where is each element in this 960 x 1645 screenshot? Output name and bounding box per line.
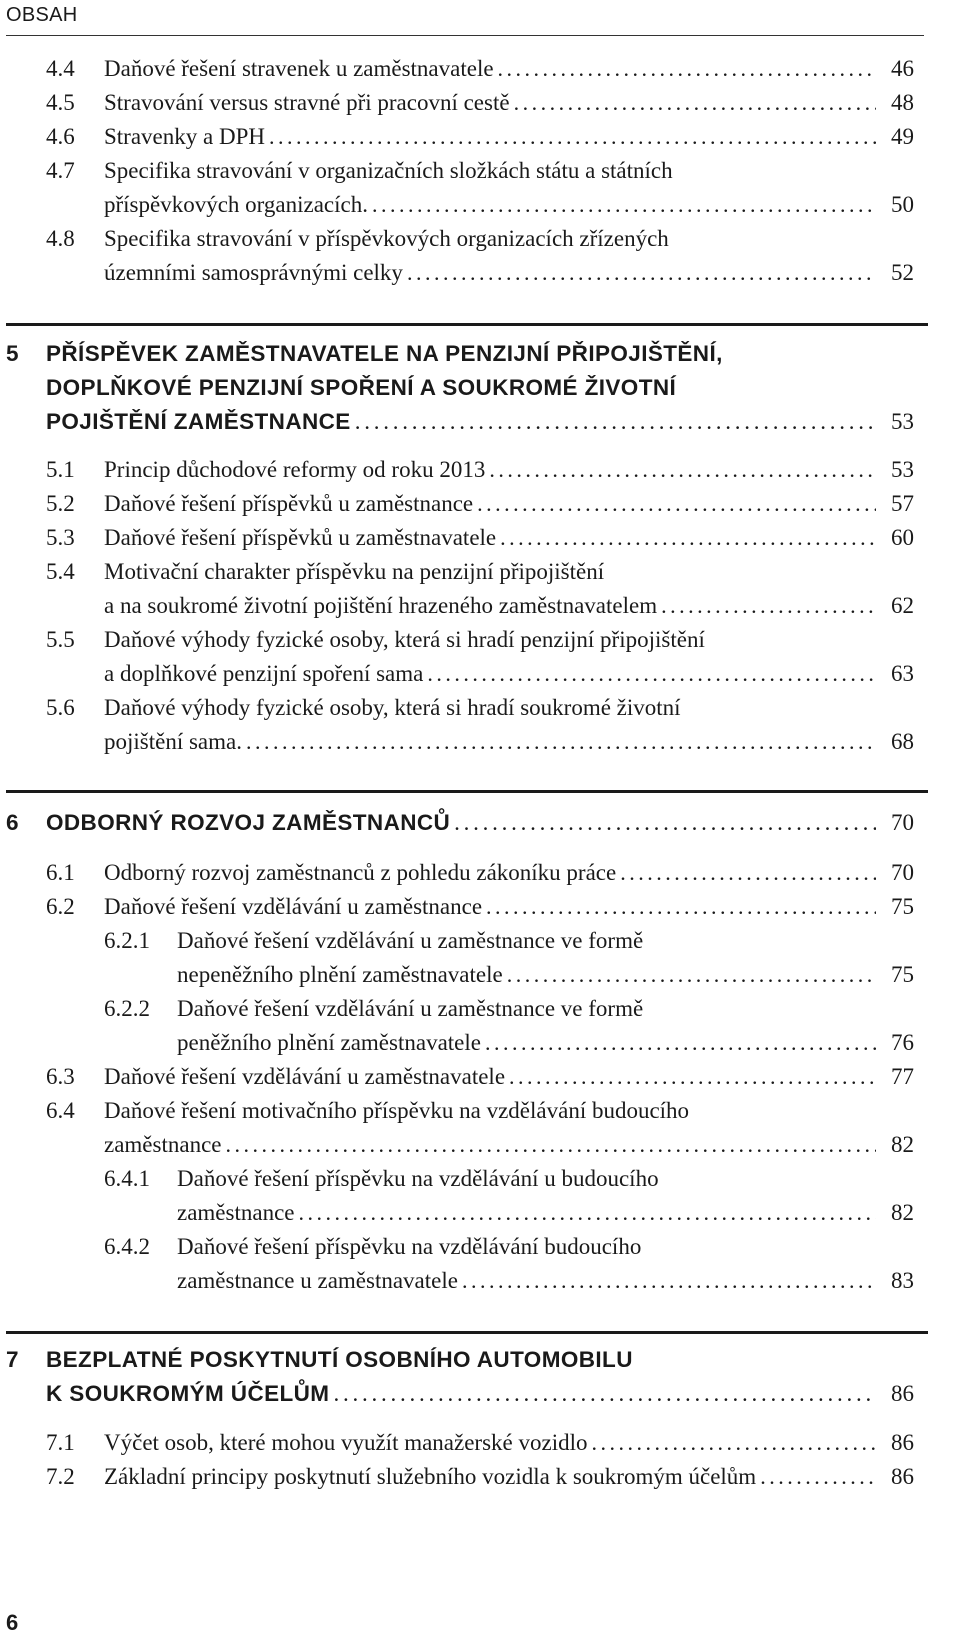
entry-page: 49: [891, 124, 914, 149]
entry-page: 60: [891, 525, 914, 550]
dot-leader: [246, 729, 876, 755]
toc-entry-6-4[interactable]: [46, 1098, 914, 1124]
chapter-page: 70: [891, 810, 914, 835]
dot-leader: [592, 1430, 877, 1456]
entry-title-line2: nepeněžního plnění zaměstnavatele: [177, 962, 503, 987]
entry-title-line2: zaměstnance: [104, 1132, 222, 1157]
dot-leader: [620, 860, 876, 886]
entry-title-line2: územními samosprávnými celky: [104, 260, 403, 285]
entry-number: 6.4: [46, 1098, 75, 1123]
chapter-page: 86: [891, 1381, 914, 1406]
chapter-number: 7: [6, 1347, 19, 1372]
chapter-7-line1[interactable]: [6, 1347, 633, 1373]
entry-page: 48: [891, 90, 914, 115]
entry-page: 75: [891, 894, 914, 919]
dot-leader: [514, 90, 876, 116]
entry-number: 5.4: [46, 559, 75, 584]
dot-leader: [500, 525, 876, 551]
entry-title-line1: Daňové řešení příspěvku na vzdělávání budoucího: [177, 1234, 642, 1259]
dot-leader: [661, 593, 876, 619]
entry-page: 75: [891, 962, 914, 987]
entry-title: Výčet osob, které mohou využít manažerské vozidlo: [104, 1430, 588, 1455]
dot-leader: [498, 56, 876, 82]
chapter-7-line2[interactable]: [46, 1381, 914, 1407]
chapter-title-line2: DOPLŇKOVÉ PENZIJNÍ SPOŘENÍ A SOUKROMÉ ŽIVOTNÍ: [46, 375, 677, 400]
entry-number: 6.4.2: [104, 1234, 150, 1259]
entry-number: 4.5: [46, 90, 75, 115]
toc-entry-4-8-cont[interactable]: [104, 260, 914, 286]
entry-title: Stravenky a DPH: [104, 124, 265, 149]
entry-number: 6.2: [46, 894, 75, 919]
toc-entry-5-4[interactable]: [46, 559, 914, 585]
toc-entry-5-4-cont[interactable]: [104, 593, 914, 619]
entry-page: 57: [891, 491, 914, 516]
toc-entry-4-4[interactable]: [46, 56, 914, 82]
entry-page: 82: [891, 1200, 914, 1225]
dot-leader: [485, 1030, 876, 1056]
entry-number: 5.2: [46, 491, 75, 516]
toc-entry-6-2[interactable]: [46, 894, 914, 920]
entry-page: 83: [891, 1268, 914, 1293]
dot-leader: [269, 124, 876, 150]
toc-entry-6-2-2-cont[interactable]: [177, 1030, 914, 1056]
chapter-5-line1[interactable]: [6, 341, 723, 367]
entry-title-line2: a na soukromé životní pojištění hrazeného zaměstnavatelem: [104, 593, 658, 618]
chapter-5-line3[interactable]: [46, 409, 914, 435]
entry-number: 4.8: [46, 226, 75, 251]
toc-entry-6-4-1-cont[interactable]: [177, 1200, 914, 1226]
header-rule: [6, 35, 924, 36]
toc-entry-4-8[interactable]: [46, 226, 914, 252]
entry-title-line2: zaměstnance: [177, 1200, 295, 1225]
entry-page: 52: [891, 260, 914, 285]
running-header: OBSAH: [6, 4, 78, 26]
entry-title-line1: Daňové výhody fyzické osoby, která si hradí soukromé životní: [104, 695, 681, 720]
toc-entry-5-5[interactable]: [46, 627, 914, 653]
entry-title: Stravování versus stravné při pracovní cestě: [104, 90, 510, 115]
dot-leader: [298, 1200, 876, 1226]
chapter-5-line2: [46, 375, 676, 401]
toc-entry-6-4-1[interactable]: [104, 1166, 914, 1192]
page-number: 6: [6, 1610, 19, 1635]
entry-number: 6.1: [46, 860, 75, 885]
toc-entry-6-4-cont[interactable]: [104, 1132, 914, 1158]
entry-number: 5.6: [46, 695, 75, 720]
entry-title: Daňové řešení příspěvků u zaměstnance: [104, 491, 474, 516]
toc-entry-6-2-1-cont[interactable]: [177, 962, 914, 988]
chapter-number: 5: [6, 341, 19, 366]
toc-entry-4-6[interactable]: [46, 124, 914, 150]
entry-title-line1: Motivační charakter příspěvku na penzijní připojištění: [104, 559, 605, 584]
entry-page: 50: [891, 192, 914, 217]
entry-title-line2: a doplňkové penzijní spoření sama: [104, 661, 424, 686]
dot-leader: [760, 1464, 876, 1490]
entry-title-line1: Daňové řešení vzdělávání u zaměstnance ve formě: [177, 996, 644, 1021]
entry-title-line1: Specifika stravování v příspěvkových organizacích zřízených: [104, 226, 669, 251]
toc-entry-5-2[interactable]: [46, 491, 914, 517]
entry-title-line2: peněžního plnění zaměstnavatele: [177, 1030, 481, 1055]
toc-entry-4-5[interactable]: [46, 90, 914, 116]
entry-title-line2: zaměstnance u zaměstnavatele: [177, 1268, 458, 1293]
chapter-page: 53: [891, 409, 914, 434]
entry-page: 86: [891, 1430, 914, 1455]
toc-entry-4-7[interactable]: [46, 158, 914, 184]
toc-entry-5-1[interactable]: [46, 457, 914, 483]
toc-entry-6-3[interactable]: [46, 1064, 914, 1090]
entry-page: 77: [891, 1064, 914, 1089]
entry-number: 7.2: [46, 1464, 75, 1489]
toc-entry-6-1[interactable]: [46, 860, 914, 886]
dot-leader: [486, 894, 876, 920]
entry-page: 82: [891, 1132, 914, 1157]
entry-title: Odborný rozvoj zaměstnanců z pohledu zákoníku práce: [104, 860, 617, 885]
chapter-rule: [6, 1331, 928, 1334]
dot-leader: [454, 810, 876, 836]
chapter-6[interactable]: [6, 810, 914, 836]
chapter-title-line1: BEZPLATNÉ POSKYTNUTÍ OSOBNÍHO AUTOMOBILU: [46, 1347, 633, 1372]
entry-title-line1: Daňové výhody fyzické osoby, která si hradí penzijní připojištění: [104, 627, 705, 652]
dot-leader: [509, 1064, 876, 1090]
entry-page: 46: [891, 56, 914, 81]
chapter-rule: [6, 790, 928, 793]
dot-leader: [462, 1268, 876, 1294]
entry-number: 6.2.2: [104, 996, 150, 1021]
entry-title-line1: Specifika stravování v organizačních složkách státu a státních: [104, 158, 673, 183]
entry-page: 63: [891, 661, 914, 686]
entry-title-line1: Daňové řešení motivačního příspěvku na vzdělávání budoucího: [104, 1098, 690, 1123]
entry-page: 76: [891, 1030, 914, 1055]
entry-title-line1: Daňové řešení vzdělávání u zaměstnance ve formě: [177, 928, 644, 953]
entry-title: Základní principy poskytnutí služebního vozidla k soukromým účelům: [104, 1464, 757, 1489]
entry-title: Daňové řešení stravenek u zaměstnavatele: [104, 56, 494, 81]
entry-number: 6.4.1: [104, 1166, 150, 1191]
toc-entry-5-3[interactable]: [46, 525, 914, 551]
entry-number: 4.7: [46, 158, 75, 183]
chapter-title: ODBORNÝ ROZVOJ ZAMĚSTNANCŮ: [46, 810, 451, 835]
entry-page: 70: [891, 860, 914, 885]
entry-number: 6.2.1: [104, 928, 150, 953]
toc-entry-5-6-cont[interactable]: [104, 729, 914, 755]
entry-number: 5.5: [46, 627, 75, 652]
entry-title-line2: příspěvkových organizacích.: [104, 192, 368, 217]
dot-leader: [372, 192, 876, 218]
dot-leader: [407, 260, 876, 286]
chapter-title-line2: K SOUKROMÝM ÚČELŮM: [46, 1381, 330, 1406]
toc-entry-5-5-cont[interactable]: [104, 661, 914, 687]
dot-leader: [507, 962, 876, 988]
entry-page: 62: [891, 593, 914, 618]
entry-title-line1: Daňové řešení příspěvku na vzdělávání u budoucího: [177, 1166, 659, 1191]
entry-title-line2: pojištění sama.: [104, 729, 242, 754]
entry-number: 4.6: [46, 124, 75, 149]
dot-leader: [427, 661, 876, 687]
dot-leader: [477, 491, 876, 517]
dot-leader: [489, 457, 876, 483]
chapter-number: 6: [6, 810, 19, 835]
toc-entry-6-4-2-cont[interactable]: [177, 1268, 914, 1294]
entry-page: 86: [891, 1464, 914, 1489]
toc-entry-6-4-2[interactable]: [104, 1234, 914, 1260]
toc-entry-6-2-2[interactable]: [104, 996, 914, 1022]
toc-entry-6-2-1[interactable]: [104, 928, 914, 954]
chapter-title-line3: POJIŠTĚNÍ ZAMĚSTNANCE: [46, 409, 351, 434]
entry-page: 68: [891, 729, 914, 754]
dot-leader: [355, 409, 876, 435]
chapter-title-line1: PŘÍSPĚVEK ZAMĚSTNAVATELE NA PENZIJNÍ PŘIPOJIŠTĚNÍ,: [46, 341, 723, 366]
toc-entry-7-1[interactable]: [46, 1430, 914, 1456]
entry-title: Daňové řešení vzdělávání u zaměstnance: [104, 894, 483, 919]
entry-title: Daňové řešení vzdělávání u zaměstnavatele: [104, 1064, 506, 1089]
toc-entry-4-7-cont[interactable]: [104, 192, 914, 218]
entry-title: Daňové řešení příspěvků u zaměstnavatele: [104, 525, 497, 550]
entry-title: Princip důchodové reformy od roku 2013: [104, 457, 486, 482]
entry-number: 7.1: [46, 1430, 75, 1455]
toc-entry-7-2[interactable]: [46, 1464, 914, 1490]
chapter-rule: [6, 323, 928, 326]
entry-number: 6.3: [46, 1064, 75, 1089]
entry-number: 5.3: [46, 525, 75, 550]
entry-page: 53: [891, 457, 914, 482]
entry-number: 5.1: [46, 457, 75, 482]
entry-number: 4.4: [46, 56, 75, 81]
toc-entry-5-6[interactable]: [46, 695, 914, 721]
dot-leader: [333, 1381, 876, 1407]
dot-leader: [225, 1132, 876, 1158]
